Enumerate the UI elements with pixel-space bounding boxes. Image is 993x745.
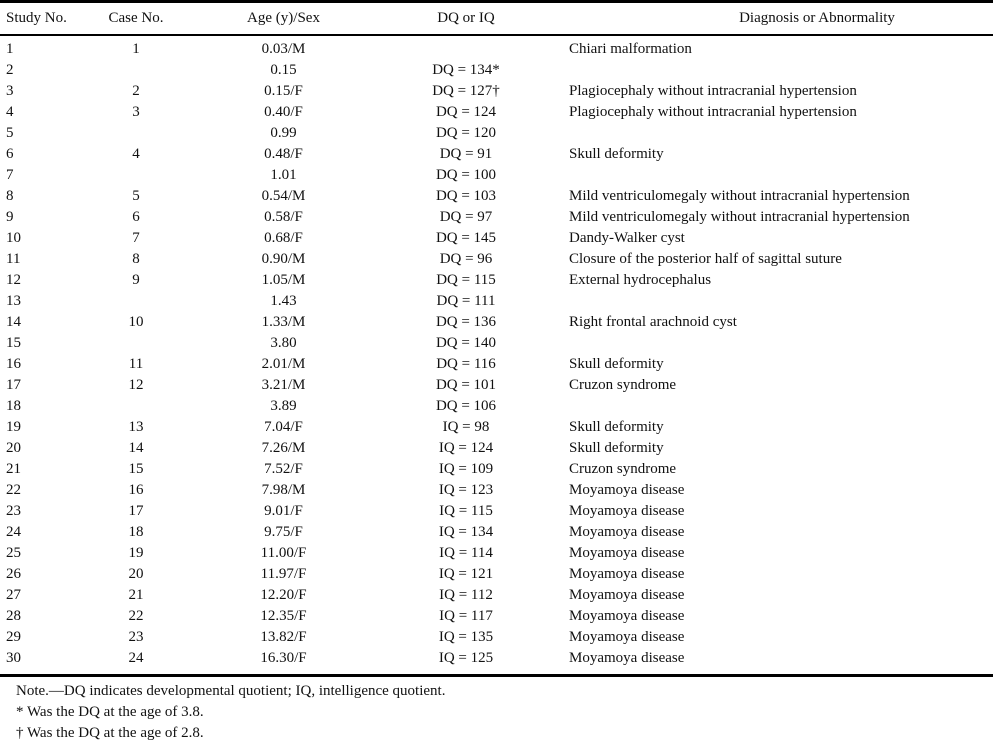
header-dq-iq: DQ or IQ — [437, 9, 495, 26]
table-row — [0, 522, 993, 543]
cell-case-no: 17 — [128, 503, 144, 519]
cell-dq-iq: DQ = 106 — [435, 398, 497, 414]
table-row — [0, 606, 993, 627]
table-row — [0, 36, 993, 60]
cell-diagnosis: External hydrocephalus — [569, 272, 712, 288]
cell-dq-iq: IQ = 98 — [442, 419, 490, 435]
cell-dq-iq: DQ = 145 — [435, 230, 497, 246]
cell-dq-iq: DQ = 140 — [435, 335, 497, 351]
cell-diagnosis: Moyamoya disease — [569, 524, 685, 540]
cell-case-no: 5 — [132, 188, 140, 204]
cell-case-no — [86, 396, 186, 417]
cell-age-sex: 0.15/F — [264, 83, 303, 99]
table-row — [0, 459, 993, 480]
cell-dq-iq: DQ = 111 — [436, 293, 496, 309]
cell-age-sex: 7.04/F — [264, 419, 303, 435]
table-footnotes — [16, 681, 445, 744]
cell-study-no: 7 — [6, 167, 14, 183]
header-diagnosis: Diagnosis or Abnormality — [739, 9, 895, 26]
cell-study-no: 21 — [6, 461, 21, 477]
cell-age-sex: 1.05/M — [261, 272, 306, 288]
cell-age-sex: 11.00/F — [260, 545, 307, 561]
cell-dq-iq: DQ = 103 — [435, 188, 497, 204]
cell-case-no: 10 — [128, 314, 144, 330]
cell-case-no: 1 — [132, 41, 140, 57]
cell-case-no — [86, 165, 186, 186]
table-row — [0, 417, 993, 438]
table-bottom-rule — [0, 674, 993, 677]
note-dagger: † Was the DQ at the age of 2.8. — [16, 725, 204, 741]
cell-diagnosis: Moyamoya disease — [569, 608, 685, 624]
cell-study-no: 11 — [6, 251, 21, 267]
cell-case-no: 7 — [132, 230, 140, 246]
cell-diagnosis: Skull deformity — [569, 440, 664, 456]
cell-age-sex: 0.03/M — [261, 41, 306, 57]
cell-case-no: 19 — [128, 545, 144, 561]
cell-diagnosis — [551, 396, 993, 417]
cell-dq-iq: IQ = 109 — [438, 461, 494, 477]
cell-diagnosis: Skull deformity — [569, 356, 664, 372]
cell-age-sex: 3.80 — [270, 335, 297, 351]
cell-dq-iq: DQ = 101 — [435, 377, 497, 393]
cell-dq-iq: DQ = 136 — [435, 314, 497, 330]
cell-case-no: 24 — [128, 650, 144, 666]
cell-age-sex: 0.54/M — [261, 188, 306, 204]
cell-age-sex: 1.43 — [270, 293, 297, 309]
table-row — [0, 186, 993, 207]
cell-study-no: 26 — [6, 566, 21, 582]
table-row — [0, 375, 993, 396]
cell-study-no: 9 — [6, 209, 14, 225]
cell-dq-iq — [381, 36, 551, 60]
cell-diagnosis: Skull deformity — [569, 419, 664, 435]
cell-age-sex: 0.58/F — [264, 209, 303, 225]
cell-age-sex: 11.97/F — [260, 566, 307, 582]
table-row — [0, 438, 993, 459]
cell-diagnosis — [551, 165, 993, 186]
cell-age-sex: 3.89 — [270, 398, 297, 414]
cell-age-sex: 0.48/F — [264, 146, 303, 162]
table-row — [0, 270, 993, 291]
table-row — [0, 648, 993, 669]
cell-dq-iq: DQ = 100 — [435, 167, 497, 183]
cell-diagnosis — [551, 123, 993, 144]
cell-dq-iq: IQ = 114 — [439, 545, 493, 561]
cell-study-no: 1 — [6, 41, 14, 57]
cell-diagnosis: Cruzon syndrome — [569, 461, 677, 477]
cell-dq-iq: IQ = 125 — [438, 650, 494, 666]
cell-dq-iq: DQ = 97 — [439, 209, 493, 225]
cell-diagnosis — [551, 291, 993, 312]
cell-case-no: 23 — [128, 629, 144, 645]
cell-case-no: 16 — [128, 482, 144, 498]
cell-dq-iq: DQ = 124 — [435, 104, 497, 120]
table-row — [0, 144, 993, 165]
cell-age-sex: 0.68/F — [264, 230, 303, 246]
cell-diagnosis: Moyamoya disease — [569, 545, 685, 561]
cell-age-sex: 3.21/M — [261, 377, 306, 393]
cell-study-no: 5 — [6, 125, 14, 141]
cell-case-no: 21 — [128, 587, 144, 603]
cell-dq-iq: IQ = 117 — [439, 608, 493, 624]
cell-study-no: 20 — [6, 440, 21, 456]
table-row — [0, 396, 993, 417]
cell-dq-iq: IQ = 134 — [438, 524, 494, 540]
cell-diagnosis: Right frontal arachnoid cyst — [569, 314, 737, 330]
cell-dq-iq: DQ = 116 — [436, 356, 496, 372]
cell-study-no: 3 — [6, 83, 14, 99]
cell-case-no: 6 — [132, 209, 140, 225]
table-row — [0, 102, 993, 123]
cell-diagnosis: Moyamoya disease — [569, 566, 685, 582]
table-body — [0, 36, 993, 669]
cell-case-no — [86, 291, 186, 312]
cell-diagnosis: Moyamoya disease — [569, 587, 685, 603]
cell-dq-iq: DQ = 115 — [436, 272, 496, 288]
table-row — [0, 249, 993, 270]
cell-dq-iq: DQ = 120 — [435, 125, 497, 141]
cell-case-no — [86, 123, 186, 144]
cell-dq-iq: DQ = 127† — [432, 83, 500, 99]
cell-study-no: 27 — [6, 587, 21, 603]
cell-case-no: 13 — [128, 419, 144, 435]
cell-age-sex: 0.15 — [270, 62, 297, 78]
cell-age-sex: 1.33/M — [261, 314, 306, 330]
table-row — [0, 228, 993, 249]
cell-case-no: 20 — [128, 566, 144, 582]
cell-diagnosis — [551, 333, 993, 354]
cell-diagnosis: Moyamoya disease — [569, 503, 685, 519]
cell-study-no: 15 — [6, 335, 21, 351]
cell-diagnosis: Mild ventriculomegaly without intracranial hypertension — [569, 209, 910, 225]
cell-dq-iq: IQ = 123 — [438, 482, 494, 498]
table-row — [0, 312, 993, 333]
cell-study-no: 22 — [6, 482, 21, 498]
cell-dq-iq: IQ = 112 — [439, 587, 493, 603]
cell-case-no: 22 — [128, 608, 144, 624]
table-header — [0, 0, 993, 36]
table-row — [0, 501, 993, 522]
cell-study-no: 8 — [6, 188, 14, 204]
table-row — [0, 81, 993, 102]
cell-diagnosis: Skull deformity — [569, 146, 664, 162]
cell-dq-iq: DQ = 96 — [439, 251, 493, 267]
cell-study-no: 16 — [6, 356, 21, 372]
table-row — [0, 543, 993, 564]
cell-study-no: 12 — [6, 272, 21, 288]
cell-study-no: 28 — [6, 608, 21, 624]
cell-dq-iq: IQ = 115 — [439, 503, 493, 519]
note-definition: Note.—DQ indicates developmental quotient; IQ, intelligence quotient. — [16, 683, 446, 699]
cell-diagnosis: Moyamoya disease — [569, 650, 685, 666]
cell-study-no: 25 — [6, 545, 21, 561]
cell-study-no: 24 — [6, 524, 21, 540]
cell-age-sex: 2.01/M — [261, 356, 306, 372]
cell-age-sex: 13.82/F — [260, 629, 307, 645]
cell-diagnosis: Chiari malformation — [569, 41, 692, 57]
cell-case-no — [86, 60, 186, 81]
cell-age-sex: 16.30/F — [260, 650, 307, 666]
header-age-sex: Age (y)/Sex — [247, 9, 320, 26]
cell-diagnosis — [551, 60, 993, 81]
cell-diagnosis: Cruzon syndrome — [569, 377, 677, 393]
cell-age-sex: 0.90/M — [261, 251, 306, 267]
cell-age-sex: 0.40/F — [264, 104, 303, 120]
cell-study-no: 29 — [6, 629, 21, 645]
table-row — [0, 60, 993, 81]
header-case-no: Case No. — [108, 9, 164, 26]
cell-dq-iq: IQ = 135 — [438, 629, 494, 645]
cell-case-no: 12 — [128, 377, 144, 393]
table-row — [0, 585, 993, 606]
cell-case-no: 9 — [132, 272, 140, 288]
cell-dq-iq: DQ = 134* — [432, 62, 500, 78]
cell-dq-iq: DQ = 91 — [439, 146, 493, 162]
table-row — [0, 480, 993, 501]
cell-age-sex: 7.98/M — [261, 482, 306, 498]
cell-diagnosis: Plagiocephaly without intracranial hypertension — [569, 104, 857, 120]
cell-dq-iq: IQ = 124 — [438, 440, 494, 456]
table-row — [0, 123, 993, 144]
cell-age-sex: 9.75/F — [264, 524, 303, 540]
cell-age-sex: 12.35/F — [260, 608, 307, 624]
header-study-no: Study No. — [6, 9, 67, 26]
table-row — [0, 207, 993, 228]
cell-study-no: 13 — [6, 293, 21, 309]
cell-diagnosis: Moyamoya disease — [569, 482, 685, 498]
table-row — [0, 354, 993, 375]
cell-study-no: 2 — [6, 62, 14, 78]
cell-case-no: 15 — [128, 461, 144, 477]
cell-study-no: 10 — [6, 230, 21, 246]
cell-age-sex: 7.52/F — [264, 461, 303, 477]
cell-study-no: 30 — [6, 650, 21, 666]
table-row — [0, 627, 993, 648]
cell-age-sex: 0.99 — [270, 125, 297, 141]
cell-age-sex: 12.20/F — [260, 587, 307, 603]
cell-study-no: 14 — [6, 314, 21, 330]
cell-diagnosis: Mild ventriculomegaly without intracranial hypertension — [569, 188, 910, 204]
table-row — [0, 333, 993, 354]
note-asterisk: * Was the DQ at the age of 3.8. — [16, 704, 204, 720]
cell-case-no: 8 — [132, 251, 140, 267]
cell-study-no: 19 — [6, 419, 21, 435]
cell-case-no: 2 — [132, 83, 140, 99]
header-row — [0, 0, 993, 36]
cell-study-no: 6 — [6, 146, 14, 162]
cell-diagnosis: Plagiocephaly without intracranial hypertension — [569, 83, 857, 99]
cell-study-no: 4 — [6, 104, 14, 120]
table-row — [0, 291, 993, 312]
cell-diagnosis: Closure of the posterior half of sagittal suture — [569, 251, 842, 267]
table-row — [0, 564, 993, 585]
cell-age-sex: 7.26/M — [261, 440, 306, 456]
cell-case-no — [86, 333, 186, 354]
cell-diagnosis: Dandy-Walker cyst — [569, 230, 685, 246]
cell-case-no: 11 — [128, 356, 144, 372]
cell-study-no: 18 — [6, 398, 21, 414]
cell-case-no: 14 — [128, 440, 144, 456]
header-rule — [0, 34, 993, 36]
cell-case-no: 4 — [132, 146, 140, 162]
cell-study-no: 23 — [6, 503, 21, 519]
cell-age-sex: 9.01/F — [264, 503, 303, 519]
cell-age-sex: 1.01 — [270, 167, 297, 183]
table-row — [0, 165, 993, 186]
cell-diagnosis: Moyamoya disease — [569, 629, 685, 645]
cell-dq-iq: IQ = 121 — [438, 566, 494, 582]
cell-study-no: 17 — [6, 377, 21, 393]
cell-case-no: 3 — [132, 104, 140, 120]
cell-case-no: 18 — [128, 524, 144, 540]
